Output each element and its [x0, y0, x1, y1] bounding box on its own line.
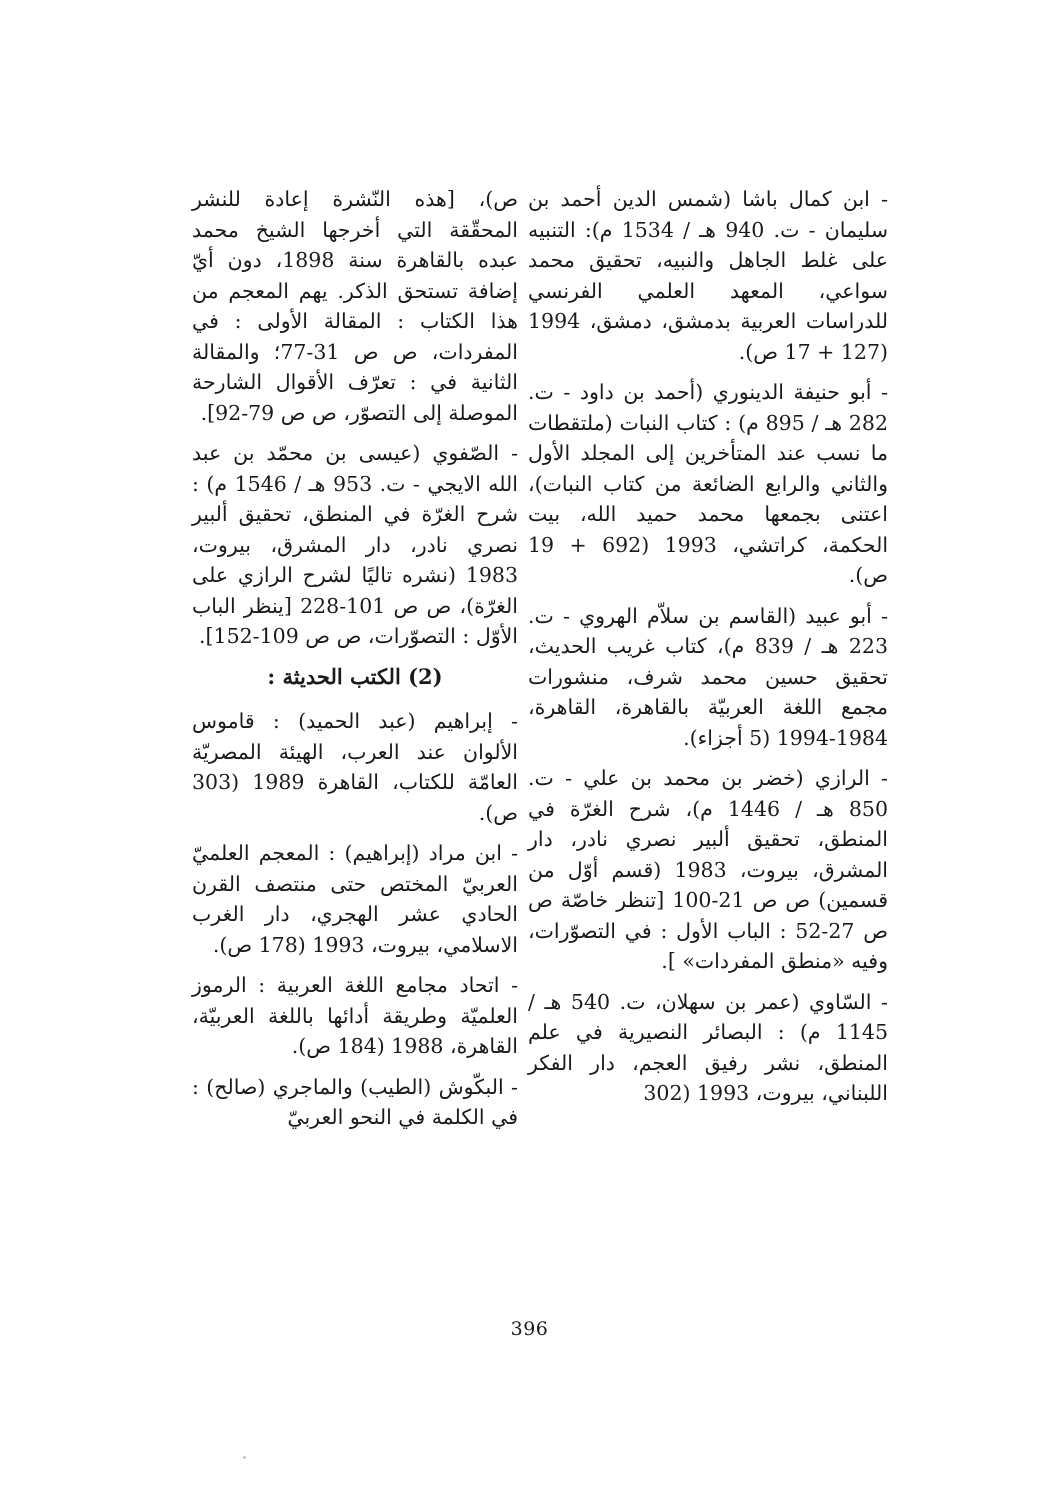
- bibliography-entry: - ابن كمال باشا (شمس الدين أحمد بن سليمان - ت. 940 هـ / 1534 م): التنبيه على غلط الجاهل والنبيه، تحقيق محمد سواعي، المعهد العلمي الفرنسي للدراسات العربية بدمشق، دمشق، 1994 (127 + 17 ص).: [528, 187, 888, 364]
- bibliography-entry: - البكّوش (الطيب) والماجري (صالح) : في الكلمة في النحو العربيّ: [192, 1074, 518, 1129]
- page-number: 396: [510, 1318, 549, 1340]
- bibliography-entry: - إبراهيم (عبد الحميد) : قاموس الألوان عند العرب، الهيئة المصريّة العامّة للكتاب، القاهرة 1989 (303 ص).: [192, 709, 518, 825]
- bibliography-entry: - الصّفوي (عيسى بن محمّد بن عبد الله الايجي - ت. 953 هـ / 1546 م) : شرح الغرّة في المنطق، تحقيق ألبير نصري نادر، دار المشرق، بيروت، 1983 (نشره تاليًا لشرح الرازي على الغرّة)، ص ص 101-228 [ينظر الباب الأوّل : التصوّرات، ص ص 109-152].: [192, 441, 518, 648]
- section-heading: (2) الكتب الحديثة :: [267, 663, 443, 689]
- bibliography-entry: - الرازي (خضر بن محمد بن علي - ت. 850 هـ / 1446 م)، شرح الغرّة في المنطق، تحقيق ألبير نصري نادر، دار المشرق، بيروت، 1983 (قسم أوّل من قسمين) ص ص 21-100 [تنظر خاصّة ص ص 27-52 : الباب الأول : في التصوّرات، وفيه «منطق المفردات» ].: [528, 766, 889, 973]
- right-column: [528, 184, 888, 1119]
- bibliography-entry: ص)، [هذه النّشرة إعادة للنشر المحقّقة التي أخرجها الشيخ محمد عبده بالقاهرة سنة 1898، دون أيّ إضافة تستحق الذكر. يهم المعجم من هذا الكتاب : المقالة الأولى : في المفردات، ص ص 31-77؛ والمقالة الثانية في : تعرّف الأقوال الشارحة الموصلة إلى التصوّر، ص ص 79-92].: [192, 187, 518, 425]
- bibliography-entry: - ابن مراد (إبراهيم) : المعجم العلميّ العربيّ المختص حتى منتصف القرن الحادي عشر الهجري، دار الغرب الاسلامي، بيروت، 1993 (178 ص).: [192, 841, 518, 957]
- scan-speck: [243, 1456, 246, 1459]
- bibliography-entry: - اتحاد مجامع اللغة العربية : الرموز العلميّة وطريقة أدائها باللغة العربيّة، القاهرة، 1988 (184 ص).: [192, 973, 518, 1058]
- bibliography-entry: - أبو حنيفة الدينوري (أحمد بن داود - ت. 282 هـ / 895 م) : كتاب النبات (ملتقطات ما نسب عند المتأخرين إلى المجلد الأول والثاني والرابع الضائعة من كتاب النبات)، اعتنى بجمعها محمد حميد الله، بيت الحكمة، كراتشي، 1993 (692 + 19 ص).: [528, 380, 889, 587]
- bibliography-entry: - السّاوي (عمر بن سهلان، ت. 540 هـ / 1145 م) : البصائر النصيرية في علم المنطق، نشر رفيق العجم، دار الفكر اللبناني، بيروت، 1993 (302: [528, 989, 888, 1105]
- bibliography-entry: - أبو عبيد (القاسم بن سلاّم الهروي - ت. 223 هـ / 839 م)، كتاب غريب الحديث، تحقيق حسين محمد شرف، منشورات مجمع اللغة العربيّة بالقاهرة، القاهرة، 1984-1994 (5 أجزاء).: [528, 603, 888, 750]
- left-column: [192, 184, 530, 1143]
